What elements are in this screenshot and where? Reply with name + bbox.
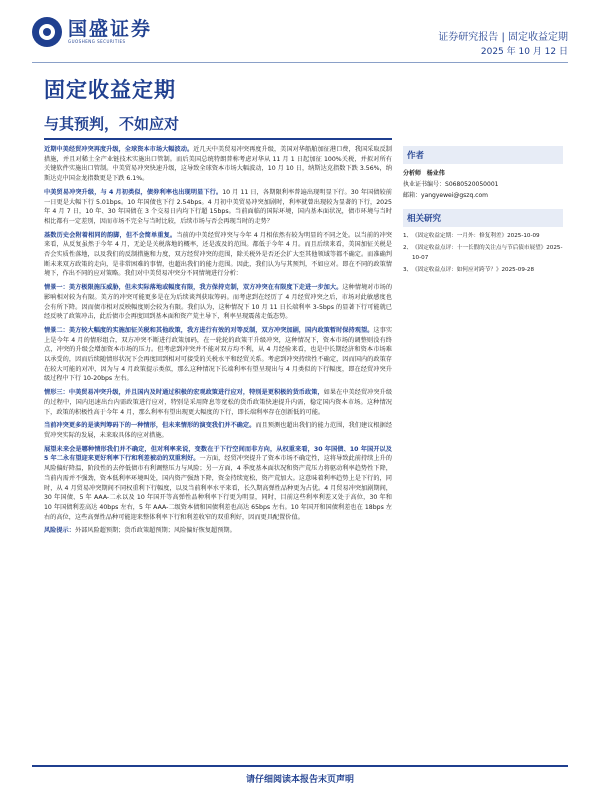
related-number: 1、 [403,233,413,239]
paragraph-text: 如果在中美经贸冲突升级的过程中，国内迅速出台内需政策进行应对，特别是采用降息等宽松的货币政策快速提升内需，稳定国内资本市场。这种情况下，政策的积极性高于今年 4 月，那么利率有望出现更大幅度的下行，即长端利率存在创新低的可能。 [44,389,392,416]
logo-emblem-icon [32,17,62,47]
paragraph-lead: 情景一：美方极限施压威胁，但未实际落地或幅度有限，我方保持克制，双方冲突在有限度下走进一步加大。 [44,284,343,292]
body-paragraph-6 [44,388,392,417]
analyst-label: 分析师 [403,170,422,177]
paragraph-lead: 情景二：美方较大幅度的实施加征关税和其他政策，我方进行有效的对等反制，双方冲突加剧，国内政策暂时保持观望。 [44,326,374,334]
sidebar [403,146,563,276]
body-paragraph-2 [44,188,392,227]
risk-text: 外部风险超预期；货币政策超预期；风险偏好恢复超预期。 [74,527,236,535]
license-line [403,179,563,190]
related-report-item[interactable] [403,243,563,264]
paragraph-text: 这种情境对市场的影响相对较为有限。美方的冲突可能更多是在为后续谈判获取筹码。而考虑到在经历了 4 月经贸冲突之后，市场对此敏感度也会有所下降。因而债市相对反映幅度则会较为有限。我们认为，这种情况下 10 月 11 日长端利率 3-5bps 的显著下行可能就已经反映了政策冲击，此后债市会再度回到基本面和资产荒主导下，利率呈现震荡走低态势。 [44,284,392,321]
paragraph-lead: 展望未来会是哪种情形我们并不确定，但对利率来说，变数在于下行空间而非方向，从权重来看，30 年国债、10 年国开以及 5 年二永有望迎来更好利率下行和利差被动的双重利好。 [44,445,392,463]
related-number: 3、 [403,266,413,273]
body-paragraph-7 [44,421,392,440]
report-date: 2025 年 10 月 12 日 [480,47,568,57]
related-number: 2、 [403,244,413,251]
company-logo [32,14,182,50]
paragraph-text: 近几天中美贸易冲突再度升级，美国对华船舶加征港口费，我国采取反制措施，并且对稀土全产业链技术实施出口管制。而后美国总统特朗普称考虑对华从 11 月 1 日起加征 100%关税，并拟对所有关键软件实施出口管制。中美贸易冲突快速升级，这导致全球资本市场大幅波动，10 月 10 日，纳斯达克指数下跌 3.56%，纳斯达克中国金龙指数更是下跌 6.1%。 [44,146,392,183]
footer-divider [32,765,568,767]
analyst-line [403,168,563,179]
risk-warning [44,526,392,536]
paragraph-text: 当前的中美经贸冲突与今年 4 月相依然有较为明显的不同之处。以当前的冲突来看，从反复虽然于今年 4 月，无论是关税落地的概率，还是波及的范围。都低于今年 4 月。而且后续来看，美国加征关税是否会实质性落地，以及我们的反制措施和力度，双方经贸冲突的范围，除关税外是否还会扩大至其他领域等都不确定。而准确判断未来双方政策的走向，是非常困难的事情，也超出我们的能力范围。因此，我们认为与其预判，不如应对。即在不同的政策情境下，作出不同的应对策略。我们对中美贸易冲突分不同情境进行分析： [44,231,392,278]
related-title[interactable]: 《固定收益点评：如何应对跨节？》2025-09-28 [412,266,535,273]
body-paragraph-1 [44,138,392,184]
email-link[interactable]: yangyewei@gszq.com [421,192,488,199]
body-paragraph-5 [44,326,392,384]
paragraph-text: 一方面，经贸冲突提升了资本市场不确定性，这将导致此前持续上升的风险偏好降温，阶段性的去停低债市有利调整压力与风险；另一方面，4 季度基本面状况和资产荒压力将驱动利率趋势性下降，当前内需并不强劲，资本低利率环境叫处，国内资产强劲下降，资金持续宽松，资产荒加大。这意味着利率趋势上是下行的，同时，从 4 月贸易冲突期间不同权重利下行幅度，以及当前利率水平来看，长久期高弹性品种更为占优。4 月贸易冲突加剧期间，30 年国债、5 年 AAA-二永以及 10 年国开等高弹性品种利率下行更为明显，同时，目前这些利率利差又处于高位，30 年和 10 年国债利差高达 40bps 左右，5 年 AAA-二级资本债和国债利差也高达 65bps 左右。10 年国开和国债利差也在 18bps 左右的高位，这些高弹性品种可能迎来整体利率下行和利差收窄的双重利好，因而更具配置价值。 [44,455,392,521]
paragraph-text: 这事实上是今年 4 月的情形组合，双方冲突不断进行政策加码，在一轮轮的政策干升级冲突，这种情况下，资本市场的调整则没有终点，冲突的升级会增加资本市场的压力。但考虑到冲突并不能对双方均不利，从 4 月经验来看，也是中长期经济和资本市场难以承受的，因而后续随情形状况下会再度回到相对可接受的关税水平和经贸关系。考虑到冲突持续性不确定，因而国内的政策存在较大可能的对冲，因为与 4 月政策提示类似，那么这种情况下长端利率有望呈现出与 4 月类似的下行幅度，即在经贸冲突升级过程中下行 10-20bps 左右。 [44,326,392,383]
body-paragraph-8 [44,445,392,523]
logo-english-name: GUOSHENG SECURITIES [68,39,126,44]
risk-label: 风险提示： [44,527,75,535]
paragraph-lead: 当前冲突更多的是谈判筹码下的一种情形，但未来情形的演变我们并不确定。 [44,422,256,430]
paragraph-text: 10 月 11 日，各期限利率普遍出现明显下行。30 年国债较前一日更是大幅下行 5.01bps。10 年国债也下行 2.54bps。4 月初中美贸易冲突加剧时，利率就曾出现较为显著的下行，2025 年 4 月 7 日，10 年、30 年国债在 3 个交易日内均下行超 15bps。当前面临的国际环境，国内基本面状况，债市环境与当时相比都有一定差别，因而市场不完全与当时比较，后续市场与否会再现当时的走势？ [44,188,392,225]
email-line [403,190,563,201]
email-label: 邮箱： [403,192,422,199]
related-section-heading: 相关研究 [403,209,563,227]
related-title[interactable]: 《固定收益点评：十一长假的关注点与节后债市展望》2025-10-07 [412,244,563,261]
license-label: 执业证书编号： [403,181,446,188]
paragraph-lead: 基数历史会附着相同的韵脚，但不会简单重复。 [44,231,177,239]
report-body [44,138,392,758]
paragraph-lead: 中美贸易冲突升级，与 4 月初类似，债券利率也出现明显下行。 [44,188,223,196]
paragraph-lead: 近期中美经贸冲突再度升级，全球资本市场大幅波动。 [44,146,194,153]
related-title[interactable]: 《固定收益定期：一月外：修复利差》2025-10-09 [412,233,540,239]
license-number: S0680520050001 [445,181,499,188]
report-title: 固定收益定期 [44,78,176,102]
footer-disclaimer: 请仔细阅读本报告末页声明 [245,775,354,785]
analyst-name: 杨业伟 [426,170,445,177]
body-paragraph-4 [44,283,392,322]
paragraph-lead: 情形三：中美贸易冲突升级，并且国内及时通过积极的宏观政策进行应对，特别是更积极的货币政策， [44,389,324,397]
header-divider [32,62,568,63]
related-report-item[interactable] [403,231,563,242]
report-type: 证券研究报告 | 固定收益定期 [438,32,568,43]
body-paragraph-3 [44,231,392,280]
related-report-item[interactable] [403,265,563,276]
paragraph-text: 而且预测也超出我们的能力范围，我们建议根据经贸冲突实际的发展，未来取具体的应对措施。 [44,422,392,439]
logo-name: 国盛证券 [68,18,153,40]
author-section-heading: 作者 [403,146,563,164]
report-subtitle: 与其预判，不如应对 [44,115,180,133]
